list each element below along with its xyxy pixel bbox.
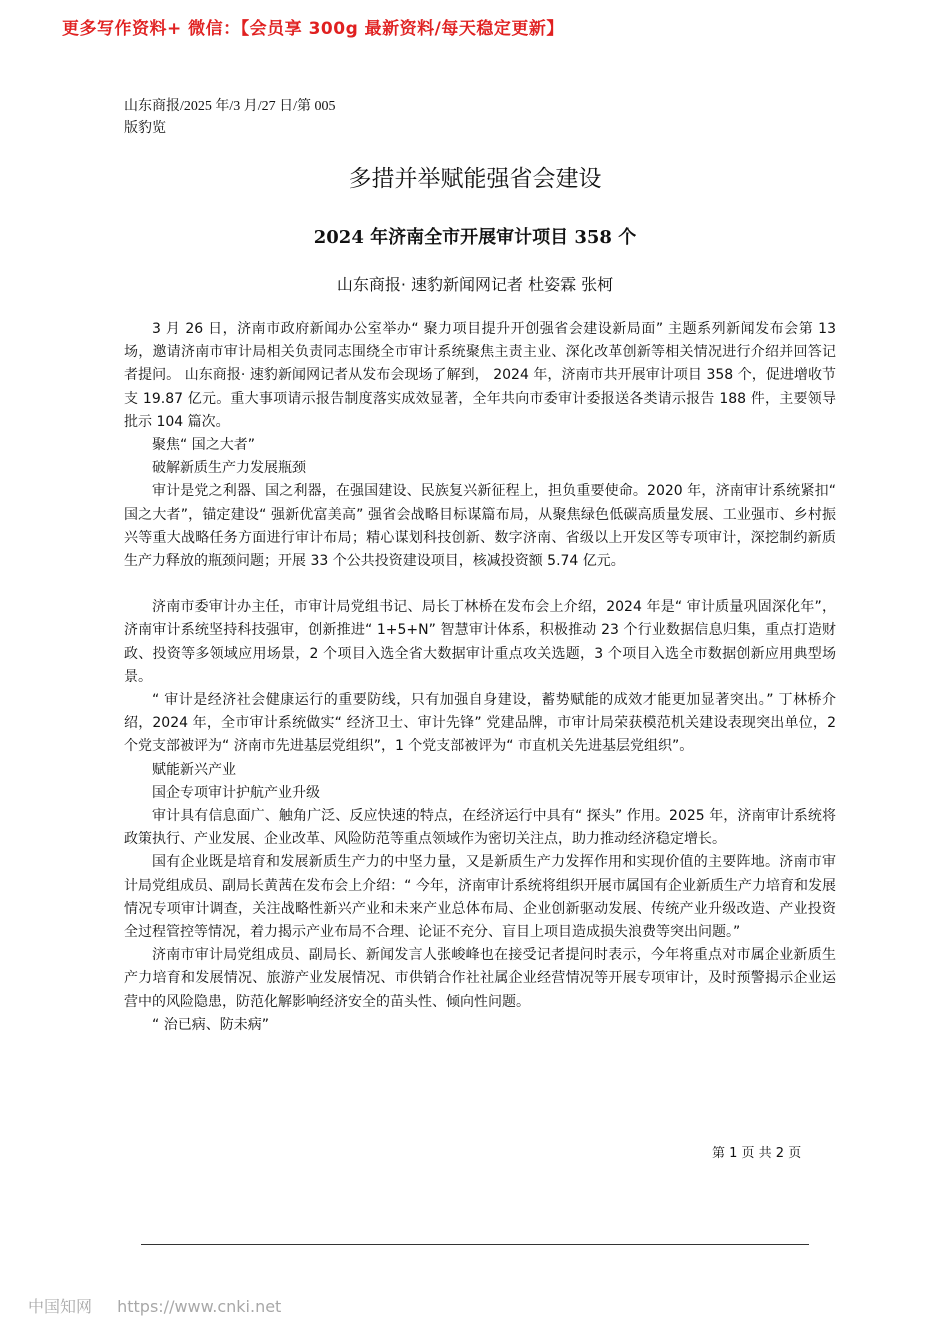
section-line: 版豹览	[124, 121, 166, 136]
cnki-logo-text: 中国知网	[28, 1297, 93, 1316]
article-title: 多措并举赋能强省会建设	[348, 166, 602, 192]
paragraph-gap	[124, 573, 836, 596]
paragraph: 审计是党之利器、国之利器，在强国建设、民族复兴新征程上，担负重要使命。2020 年，济南审计系统紧扣“ 国之大者”，锚定建设“ 强新优富美高” 强省会战略目标谋篇布局，从聚焦绿色低碳高质量发展、工业强市、乡村振兴等重大战略任务方面进行审计布局；精心谋划科技创新、数字济南、省级以上开发区等专项审计，深挖制约新质生产力释放的瓶颈问题；开展 33 个公共投资建设项目，核减投资额 5.74 亿元。	[124, 483, 836, 570]
footer	[28, 1294, 281, 1317]
paragraph: 济南市委审计办主任，市审计局党组书记、局长丁林桥在发布会上介绍，2024 年是“ 审计质量巩固深化年”，济南审计系统坚持科技强审，创新推进“ 1+5+N” 智慧审计体系，积极推动 23 个行业数据信息归集，重点打造财政、投资等多领域应用场景，2 个项目入选全省大数据审计重点攻关选题，3 个项目入选全市数据创新应用典型场景。	[124, 599, 836, 685]
paragraph: 济南市审计局党组成员、副局长、新闻发言人张峻峰也在接受记者提问时表示，今年将重点对市属企业新质生产力培育和发展情况、旅游产业发展情况、市供销合作社社属企业经营情况等开展专项审计，及时预警揭示企业运营中的风险隐患，防范化解影响经济安全的苗头性、倾向性问题。	[124, 947, 836, 1010]
section-heading: 国企专项审计护航产业升级	[152, 784, 320, 801]
article-byline: 山东商报· 速豹新闻网记者 杜姿霖 张柯	[336, 275, 614, 294]
section-heading: “ 治已病、防未病”	[152, 1016, 269, 1033]
source-line: 山东商报/2025 年/3 月/27 日/第 005	[124, 99, 336, 114]
page-number: 第 1 页 共 2 页	[712, 1146, 802, 1161]
paragraph: “ 审计是经济社会健康运行的重要防线，只有加强自身建设，蓄势赋能的成效才能更加显著突出。” 丁林桥介绍，2024 年，全市审计系统做实“ 经济卫士、审计先锋” 党建品牌，市审计局荣获模范机关建设表现突出单位，2 个党支部被评为“ 济南市先进基层党组织”，1 个党支部被评为“ 市直机关先进基层党组织”。	[124, 692, 836, 755]
article-subtitle: 2024 年济南全市开展审计项目 358 个	[313, 227, 637, 248]
article-body	[124, 318, 836, 1037]
section-heading: 破解新质生产力发展瓶颈	[152, 460, 306, 477]
paragraph: 国有企业既是培育和发展新质生产力的中坚力量，又是新质生产力发挥作用和实现价值的主要阵地。济南市审计局党组成员、副局长黄茜在发布会上介绍：“ 今年，济南审计系统将组织开展市属国有企业新质生产力培育和发展情况专项审计调查，关注战略性新兴产业和未来产业总体布局、企业创新驱动发展、传统产业升级改造、产业投资全过程管控等情况，着力揭示产业布局不合理、论证不充分、盲目上项目造成损失浪费等突出问题。”	[124, 854, 836, 941]
promo-banner: 更多写作资料+ 微信：【会员享 300g 最新资料/每天稳定更新】	[62, 19, 564, 39]
paragraph: 审计具有信息面广、触角广泛、反应快速的特点，在经济运行中具有“ 探头” 作用。2025 年，济南审计系统将政策执行、产业发展、企业改革、风险防范等重点领域作为密切关注点，助力推动经济稳定增长。	[124, 808, 836, 848]
footer-divider	[141, 1244, 809, 1245]
publication-meta	[124, 96, 336, 140]
paragraph: 3 月 26 日，济南市政府新闻办公室举办“ 聚力项目提升开创强省会建设新局面” 主题系列新闻发布会第 13 场，邀请济南市审计局相关负责同志围绕全市审计系统聚焦主责主业、深化改革创新等相关情况进行介绍并回答记者提问。 山东商报· 速豹新闻网记者从发布会现场了解到， 2024 年，济南市共开展审计项目 358 个，促进增收节支 19.87 亿元。重大事项请示报告制度落实成效显著，全年共向市委审计委报送各类请示报告 188 件，主要领导批示 104 篇次。	[124, 321, 836, 430]
footer-url[interactable]: https://www.cnki.net	[117, 1297, 282, 1316]
section-heading: 赋能新兴产业	[152, 761, 236, 778]
section-heading: 聚焦“ 国之大者”	[152, 437, 255, 454]
